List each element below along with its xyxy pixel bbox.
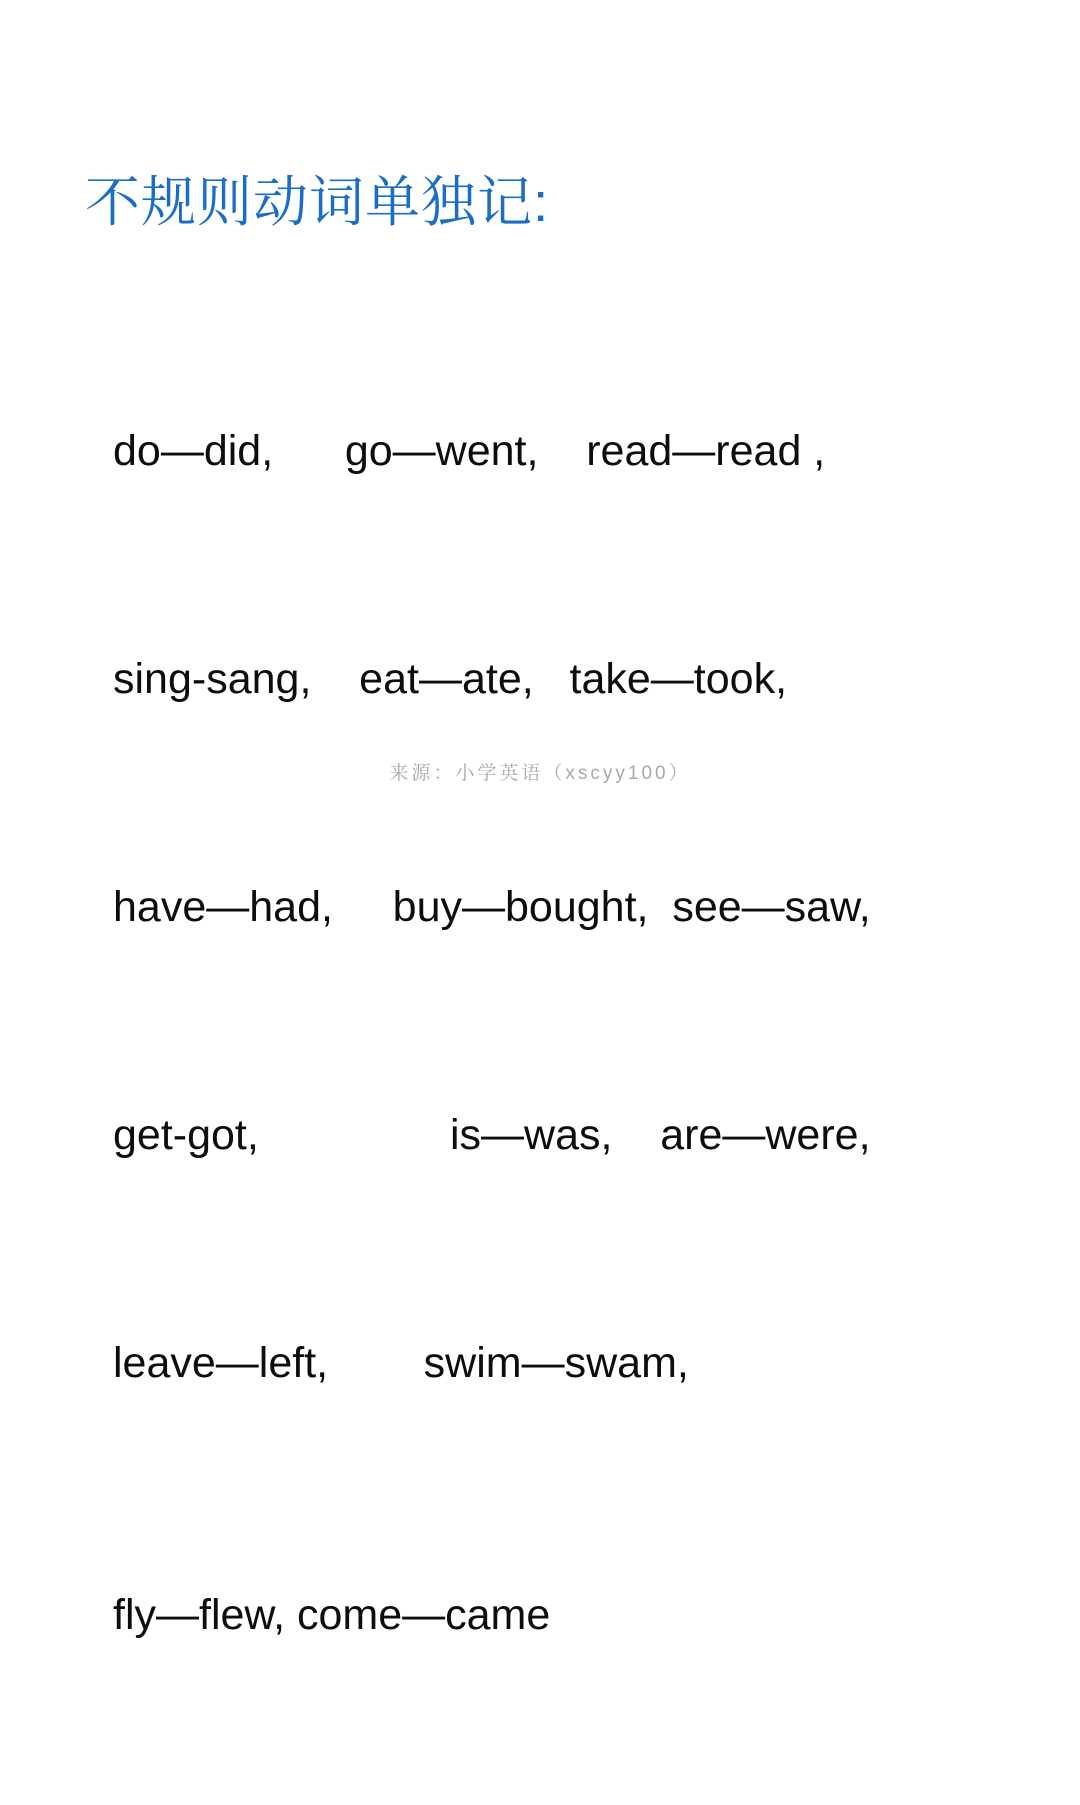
verb-line-2: sing-sang, eat—ate, take—took, — [113, 655, 788, 703]
slide-title: 不规则动词单独记: — [85, 171, 550, 233]
verb-line-6: fly—flew, come—came — [113, 1591, 551, 1639]
verb-line-3: have—had, buy—bought, see—saw, — [113, 883, 871, 931]
verb-line-5: leave—left, swim—swam, — [113, 1339, 689, 1387]
verb-line-4: get-got, is—was, are—were, — [113, 1111, 871, 1159]
verb-line-1: do—did, go—went, read—read , — [113, 427, 826, 475]
verb-list — [113, 261, 871, 1805]
source-watermark: 来源：小学英语（xscyy100） — [389, 763, 691, 784]
